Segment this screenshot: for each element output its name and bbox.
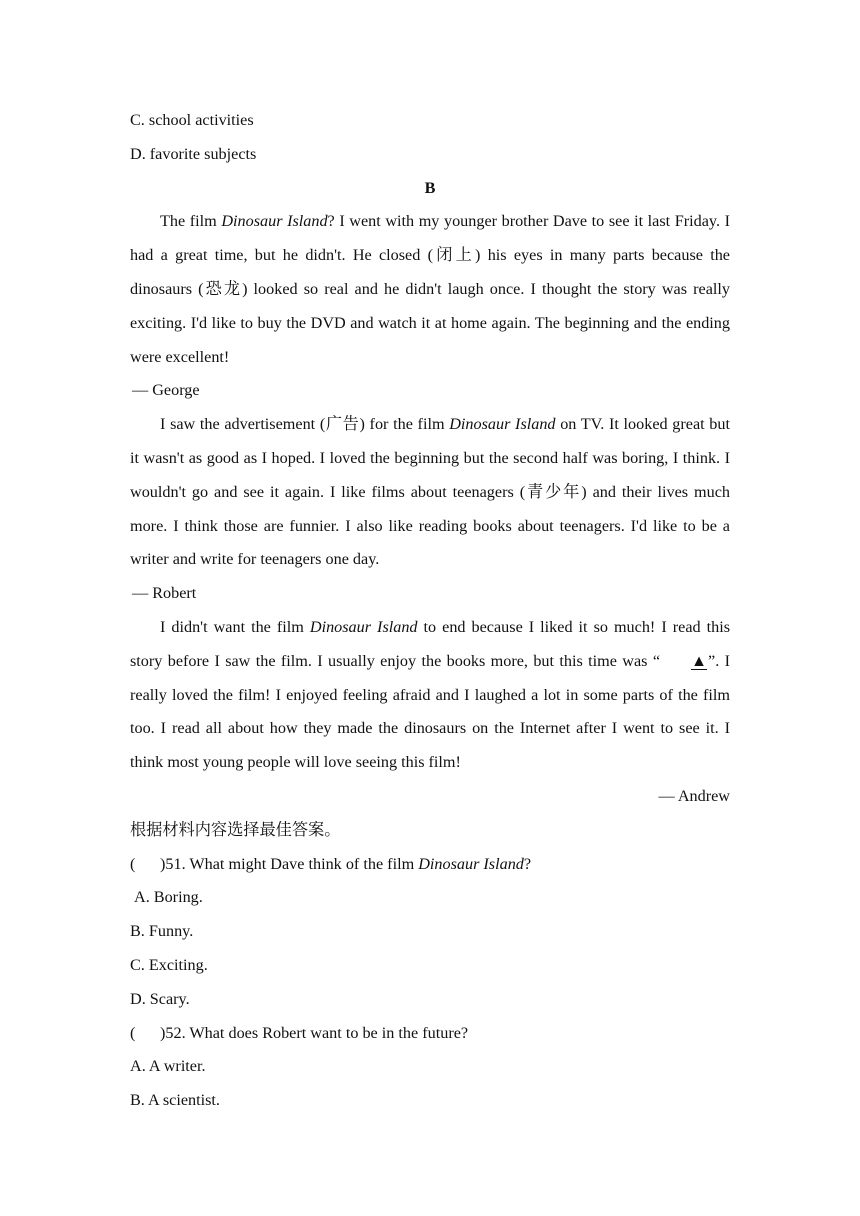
document-page	[130, 104, 730, 1118]
q51-option-b: B. Funny.	[130, 922, 194, 941]
signature-robert: — Robert	[132, 584, 197, 603]
section-title: B	[424, 178, 436, 197]
prev-option-d: D. favorite subjects	[130, 144, 257, 163]
review-andrew: I didn't want the film Dinosaur Island to end because I liked it so much! I read this story before I saw the film. I usually enjoy the books more, but this time was “ ▲”. I really loved the film! I enjoyed feeling afraid and I laughed a lot in some parts of the film too. I read all about how they made the dinosaurs on the Internet after I went to see it. I think most young people will love seeing this film!	[130, 617, 731, 772]
question-51: ( )51. What might Dave think of the film Dinosaur Island?	[130, 848, 730, 882]
film-title: Dinosaur Island	[309, 617, 418, 636]
answer-blank: ▲	[691, 651, 708, 670]
film-title: Dinosaur Island	[418, 854, 524, 873]
film-title: Dinosaur Island	[221, 212, 328, 231]
review-robert: I saw the advertisement (广告) for the film Dinosaur Island on TV. It looked great but it wasn't as good as I hoped. I loved the beginning but the second half was boring, I think. I wouldn't go and see it again. I like films about teenagers (青少年) and their lives much more. I think those are funnier. I also like reading books about teenagers. I'd like to be a writer and write for teenagers one day.	[130, 415, 730, 569]
film-title: Dinosaur Island	[449, 415, 556, 434]
q52-option-a: A. A writer.	[130, 1057, 206, 1076]
review-george: The film Dinosaur Island? I went with my younger brother Dave to see it last Friday. I had a great time, but he didn't. He closed (闭上) his eyes in many parts because the dinosaurs (恐龙) looked so real and he didn't laugh once. I thought the story was really exciting. I'd like to buy the DVD and watch it at home again. The beginning and the ending were excellent!	[130, 212, 730, 366]
prev-option-c: C. school activities	[130, 111, 254, 129]
answer-paren[interactable]: (	[130, 854, 136, 873]
q51-option-d: D. Scary.	[130, 989, 190, 1008]
q51-option-a: A. Boring.	[134, 888, 203, 907]
answer-paren[interactable]: (	[130, 1023, 136, 1042]
q51-option-c: C. Exciting.	[130, 955, 208, 974]
instruction: 根据材料内容选择最佳答案。	[130, 820, 341, 839]
signature-george: — George	[132, 381, 200, 400]
signature-andrew: — Andrew	[658, 786, 730, 805]
q52-option-b: B. A scientist.	[130, 1091, 220, 1110]
question-52: ( )52. What does Robert want to be in the future?	[130, 1017, 730, 1051]
